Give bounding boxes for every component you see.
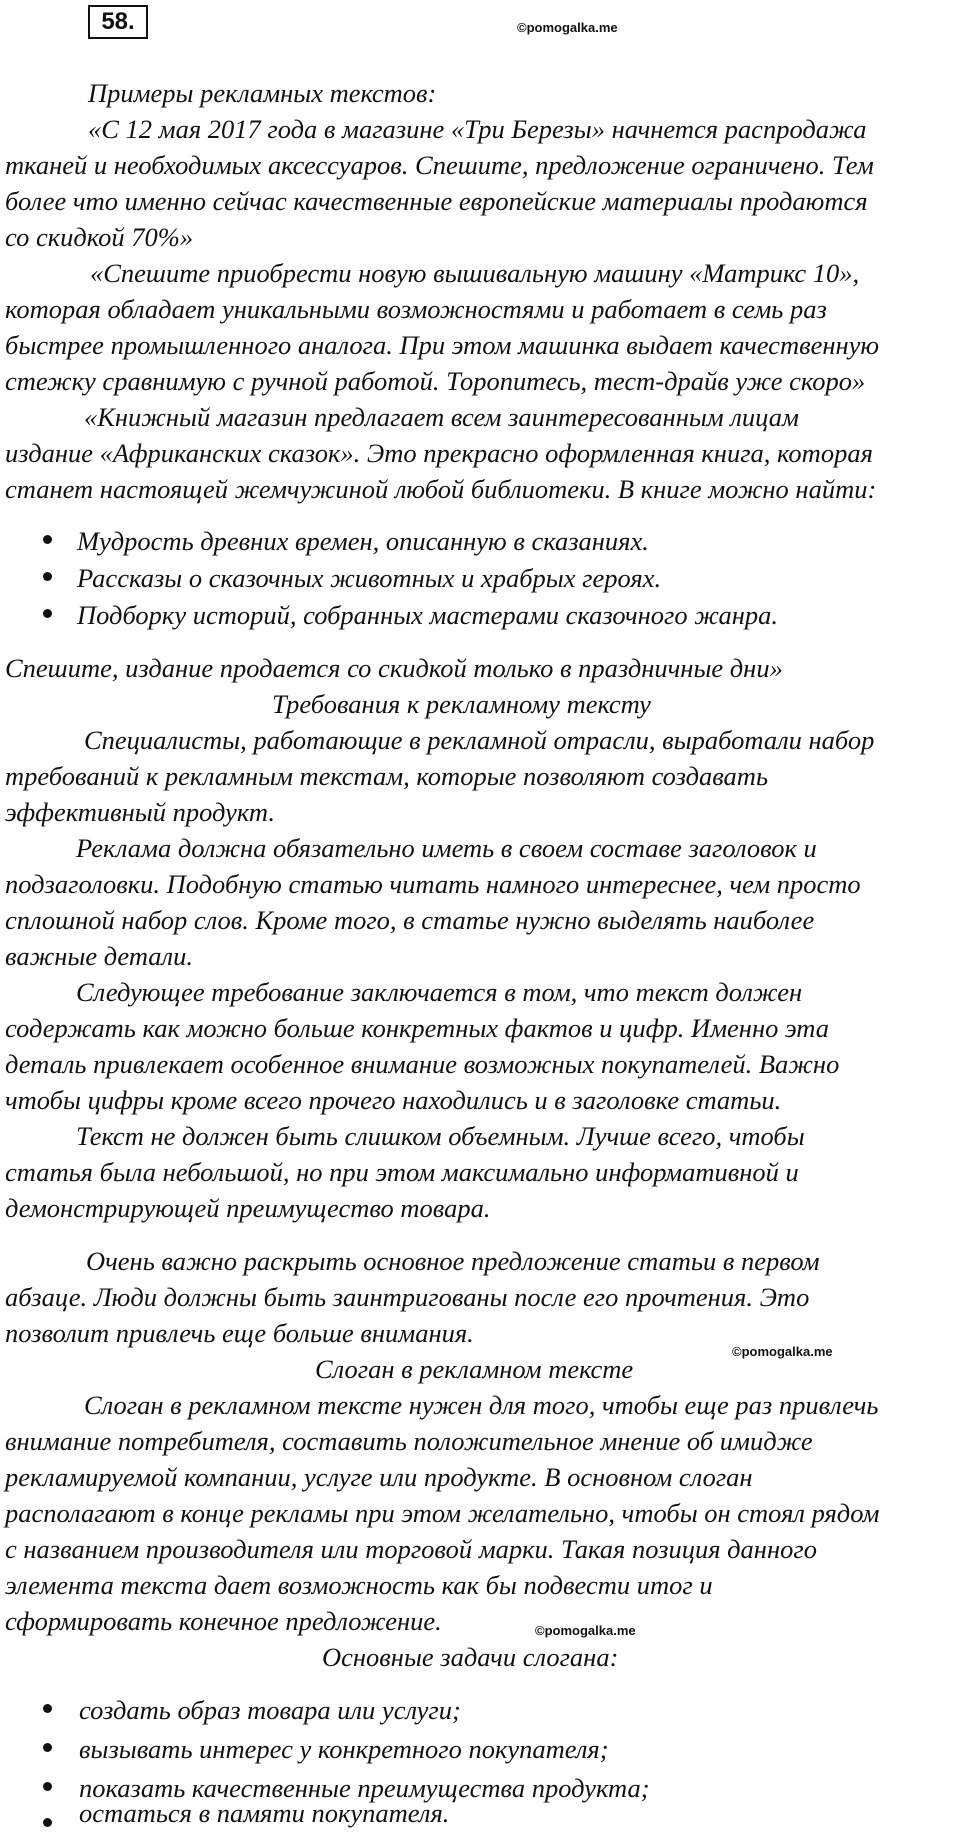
list-item: остаться в памяти покупателя. bbox=[79, 1798, 450, 1828]
text-line: внимание потребителя, составить положительное мнение об имидже bbox=[5, 1426, 813, 1456]
text-line: рекламируемой компании, услуге или продукте. В основном слоган bbox=[5, 1462, 753, 1492]
text-line: Текст не должен быть слишком объемным. Лучше всего, чтобы bbox=[76, 1121, 805, 1151]
text-line: Примеры рекламных текстов: bbox=[88, 78, 437, 108]
text-line: важные детали. bbox=[5, 941, 193, 971]
text-line: статья была небольшой, но при этом максимально информативной и bbox=[5, 1157, 799, 1187]
text-line: содержать как можно больше конкретных фактов и цифр. Именно эта bbox=[5, 1013, 830, 1043]
text-line: издание «Африканских сказок». Это прекрасно оформленная книга, которая bbox=[5, 438, 873, 468]
text-line: станет настоящей жемчужиной любой библиотеки. В книге можно найти: bbox=[5, 474, 877, 504]
section-heading: Слоган в рекламном тексте bbox=[315, 1354, 634, 1384]
section-heading: Требования к рекламному тексту bbox=[272, 689, 651, 719]
text-line: Специалисты, работающие в рекламной отрасли, выработали набор bbox=[84, 725, 875, 755]
section-heading: Основные задачи слогана: bbox=[322, 1642, 619, 1672]
watermark: ©pomogalka.me bbox=[535, 1623, 636, 1638]
text-line: сформировать конечное предложение. bbox=[5, 1606, 442, 1636]
text-line: «Спешите приобрести новую вышивальную машину «Матрикс 10», bbox=[90, 258, 860, 288]
text-line: абзаце. Люди должны быть заинтригованы после его прочтения. Это bbox=[5, 1282, 810, 1312]
text-line: чтобы цифры кроме всего прочего находились и в заголовке статьи. bbox=[5, 1085, 782, 1115]
bullet-icon bbox=[40, 572, 54, 586]
text-line: «Книжный магазин предлагает всем заинтересованным лицам bbox=[84, 402, 799, 432]
text-line: располагают в конце рекламы при этом желательно, чтобы он стоял рядом bbox=[5, 1498, 880, 1528]
bullet-icon bbox=[40, 535, 54, 549]
text-line: Слоган в рекламном тексте нужен для того, чтобы еще раз привлечь bbox=[84, 1390, 879, 1420]
text-line: быстрее промышленного аналога. При этом машинка выдает качественную bbox=[5, 330, 880, 360]
text-line: тканей и необходимых аксессуаров. Спешите, предложение ограничено. Тем bbox=[5, 150, 874, 180]
list-item: Рассказы о сказочных животных и храбрых героях. bbox=[77, 563, 662, 593]
list-item: показать качественные преимущества продукта; bbox=[79, 1773, 650, 1803]
text-line: элемента текста дает возможность как бы подвести итог и bbox=[5, 1570, 713, 1600]
bullet-icon bbox=[40, 609, 54, 623]
text-line: которая обладает уникальными возможностями и работает в семь раз bbox=[5, 294, 827, 324]
text-line: требований к рекламным текстам, которые позволяют создавать bbox=[5, 761, 769, 791]
text-line: подзаголовки. Подобную статью читать намного интереснее, чем просто bbox=[5, 869, 861, 899]
list-item: Мудрость древних времен, описанную в сказаниях. bbox=[77, 526, 649, 556]
text-line: «С 12 мая 2017 года в магазине «Три Березы» начнется распродажа bbox=[88, 114, 867, 144]
watermark: ©pomogalka.me bbox=[517, 20, 618, 35]
bullet-icon bbox=[40, 1818, 54, 1832]
text-line: сплошной набор слов. Кроме того, в статье нужно выделять наиболее bbox=[5, 905, 815, 935]
watermark: ©pomogalka.me bbox=[732, 1344, 833, 1359]
text-line: позволит привлечь еще больше внимания. bbox=[5, 1318, 474, 1348]
bullet-icon bbox=[40, 1743, 54, 1757]
text-line: эффективный продукт. bbox=[5, 797, 275, 827]
task-number-box: 58. bbox=[88, 5, 148, 39]
bullet-icon bbox=[40, 1782, 54, 1796]
text-line: демонстрирующей преимущество товара. bbox=[5, 1193, 491, 1223]
text-line: Реклама должна обязательно иметь в своем составе заголовок и bbox=[76, 833, 817, 863]
text-line: Очень важно раскрыть основное предложение статьи в первом bbox=[86, 1246, 820, 1276]
text-line: Следующее требование заключается в том, что текст должен bbox=[76, 977, 803, 1007]
list-item: создать образ товара или услуги; bbox=[79, 1695, 461, 1725]
text-line: стежку сравнимую с ручной работой. Торопитесь, тест-драйв уже скоро» bbox=[5, 366, 866, 396]
text-line: со скидкой 70%» bbox=[5, 222, 194, 252]
bullet-icon bbox=[40, 1704, 54, 1718]
text-line: более что именно сейчас качественные европейские материалы продаются bbox=[5, 186, 868, 216]
list-item: Подборку историй, собранных мастерами сказочного жанра. bbox=[77, 600, 779, 630]
list-item: вызывать интерес у конкретного покупателя; bbox=[79, 1734, 609, 1764]
text-line: с названием производителя или торговой марки. Такая позиция данного bbox=[5, 1534, 817, 1564]
text-line: Спешите, издание продается со скидкой только в праздничные дни» bbox=[5, 653, 783, 683]
text-line: деталь привлекает особенное внимание возможных покупателей. Важно bbox=[5, 1049, 840, 1079]
